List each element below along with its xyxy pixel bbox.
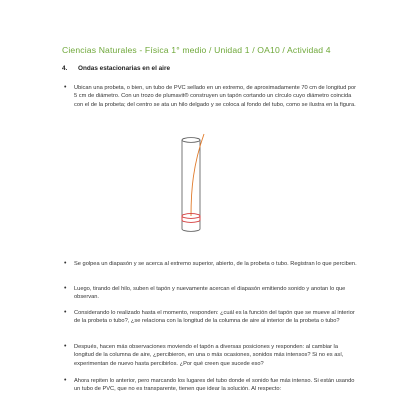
bullet-item-6: • Ahora repiten lo anterior, pero marcando los lugares del tubo donde el sonido fue más intenso. Si están usando un tubo de PVC, que no es transparente, tienen que idear la solución. Al respecto: [62, 377, 358, 394]
section-title-text: Ondas estacionarias en el aire [78, 65, 170, 72]
bullet-item-2: • Se golpea un diapasón y se acerca al extremo superior, abierto, de la probeta o tubo. Registran lo que perciben. [62, 260, 358, 268]
tube-icon [182, 138, 200, 232]
bullet-item-3: • Luego, tirando del hilo, suben el tapón y nuevamente acercan el diapasón emitiendo sonido y anotan lo que observan. [62, 285, 358, 302]
tube-figure [160, 130, 240, 240]
bullet-item-4: • Considerando lo realizado hasta el momento, responden: ¿cuál es la función del tapón que se mueve al interior de la probeta o tubo?, ¿se relaciona con la longitud de la columna de aire al interior de la probeta o tubo? [62, 309, 358, 326]
thread-icon [191, 134, 204, 216]
section-title [62, 65, 170, 72]
section-number: 4. [62, 65, 68, 72]
bullet-item-1: • Ubican una probeta, o bien, un tubo de PVC sellado en un extremo, de aproximadamente 70 cm de longitud por 5 cm de diámetro. Con un trozo de plumavit® construyen un tapón cortando un círculo cuyo diámetro coincida con el de la probeta; del centro se ata un hilo delgado y se coloca al fondo del tubo, como se ilustra en la figura. [62, 84, 358, 109]
bullet-item-5: • Después, hacen más observaciones moviendo el tapón a diversas posiciones y responden: al cambiar la longitud de la columna de aire, ¿percibieron, en una o más ocasiones, sonidos más intensos? Si no es así, experimentan de nuevo hasta percibirlos. ¿Por qué creen que sucede eso? [62, 343, 358, 368]
page-header: Ciencias Naturales - Física 1° medio / Unidad 1 / OA10 / Actividad 4 [62, 45, 331, 55]
